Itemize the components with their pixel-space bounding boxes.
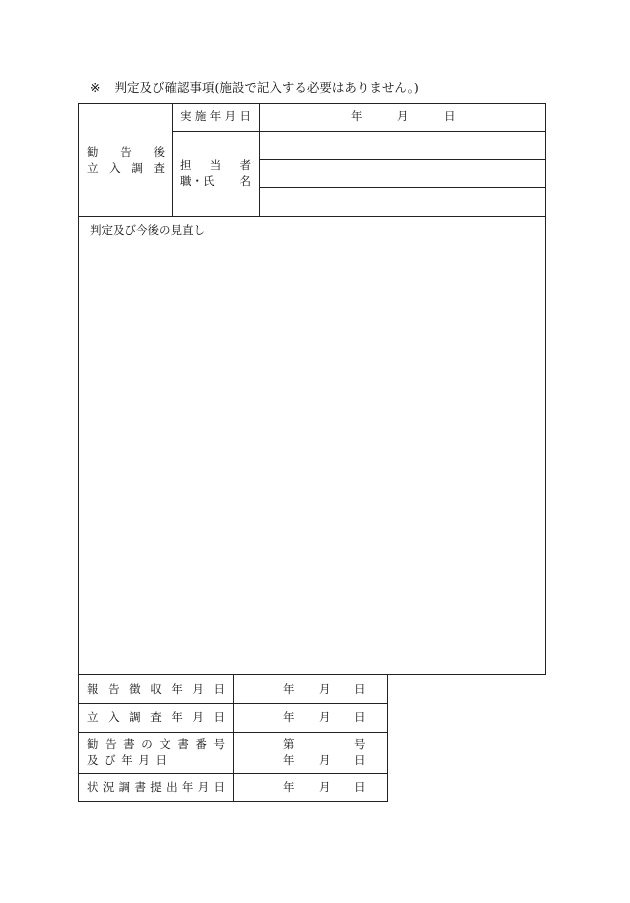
upper-divider-2 [259,103,260,217]
row4-label: 状 況 調 書 提 出 年 月 日 [87,780,225,794]
row1-label: 報 告 徴 収 年 月 日 [87,682,225,696]
row4-day: 日 [354,780,366,794]
judgment-label: 判定及び今後の見直し [90,223,205,237]
person-label-line2: 職・氏 名 [180,174,251,188]
row4-year: 年 [283,780,295,794]
left-header-line2: 立 入 調 査 [87,161,165,175]
note-mark: ※ [90,80,101,95]
row2-label: 立 入 調 査 年 月 日 [87,710,225,724]
upper-row-line-2 [259,159,546,160]
date-value-month: 月 [397,109,409,123]
row3-number-prefix: 第 [283,737,295,751]
row3-month: 月 [319,753,331,767]
row2-day: 日 [354,710,366,724]
upper-section-bottom [78,216,546,217]
row1-year: 年 [283,682,295,696]
row1-month: 月 [319,682,331,696]
upper-table [78,103,546,675]
row3-label-line1: 勧 告 書 の 文 書 番 号 [87,737,225,751]
left-header-line1: 勧 告 後 [87,145,165,159]
row1-day: 日 [354,682,366,696]
lower-row-line-2 [78,732,388,733]
upper-row-line-1 [172,131,546,132]
row3-day: 日 [354,753,366,767]
note-text: 判定及び確認事項(施設で記入する必要はありません。) [114,80,419,95]
note-line [90,78,419,96]
lower-divider [233,674,234,802]
date-value-day: 日 [444,109,456,123]
row2-month: 月 [319,710,331,724]
row3-label-line2: 及 び 年 月 日 [87,753,167,767]
date-label: 実 施 年 月 日 [180,109,251,123]
row4-month: 月 [319,780,331,794]
lower-row-line-3 [78,773,388,774]
lower-row-line-1 [78,703,388,704]
row3-year: 年 [283,753,295,767]
person-label-line1: 担 当 者 [180,158,251,172]
row2-year: 年 [283,710,295,724]
upper-row-line-3 [259,187,546,188]
row3-number-suffix: 号 [354,737,366,751]
date-value-year: 年 [351,109,363,123]
upper-divider-1 [172,103,173,217]
